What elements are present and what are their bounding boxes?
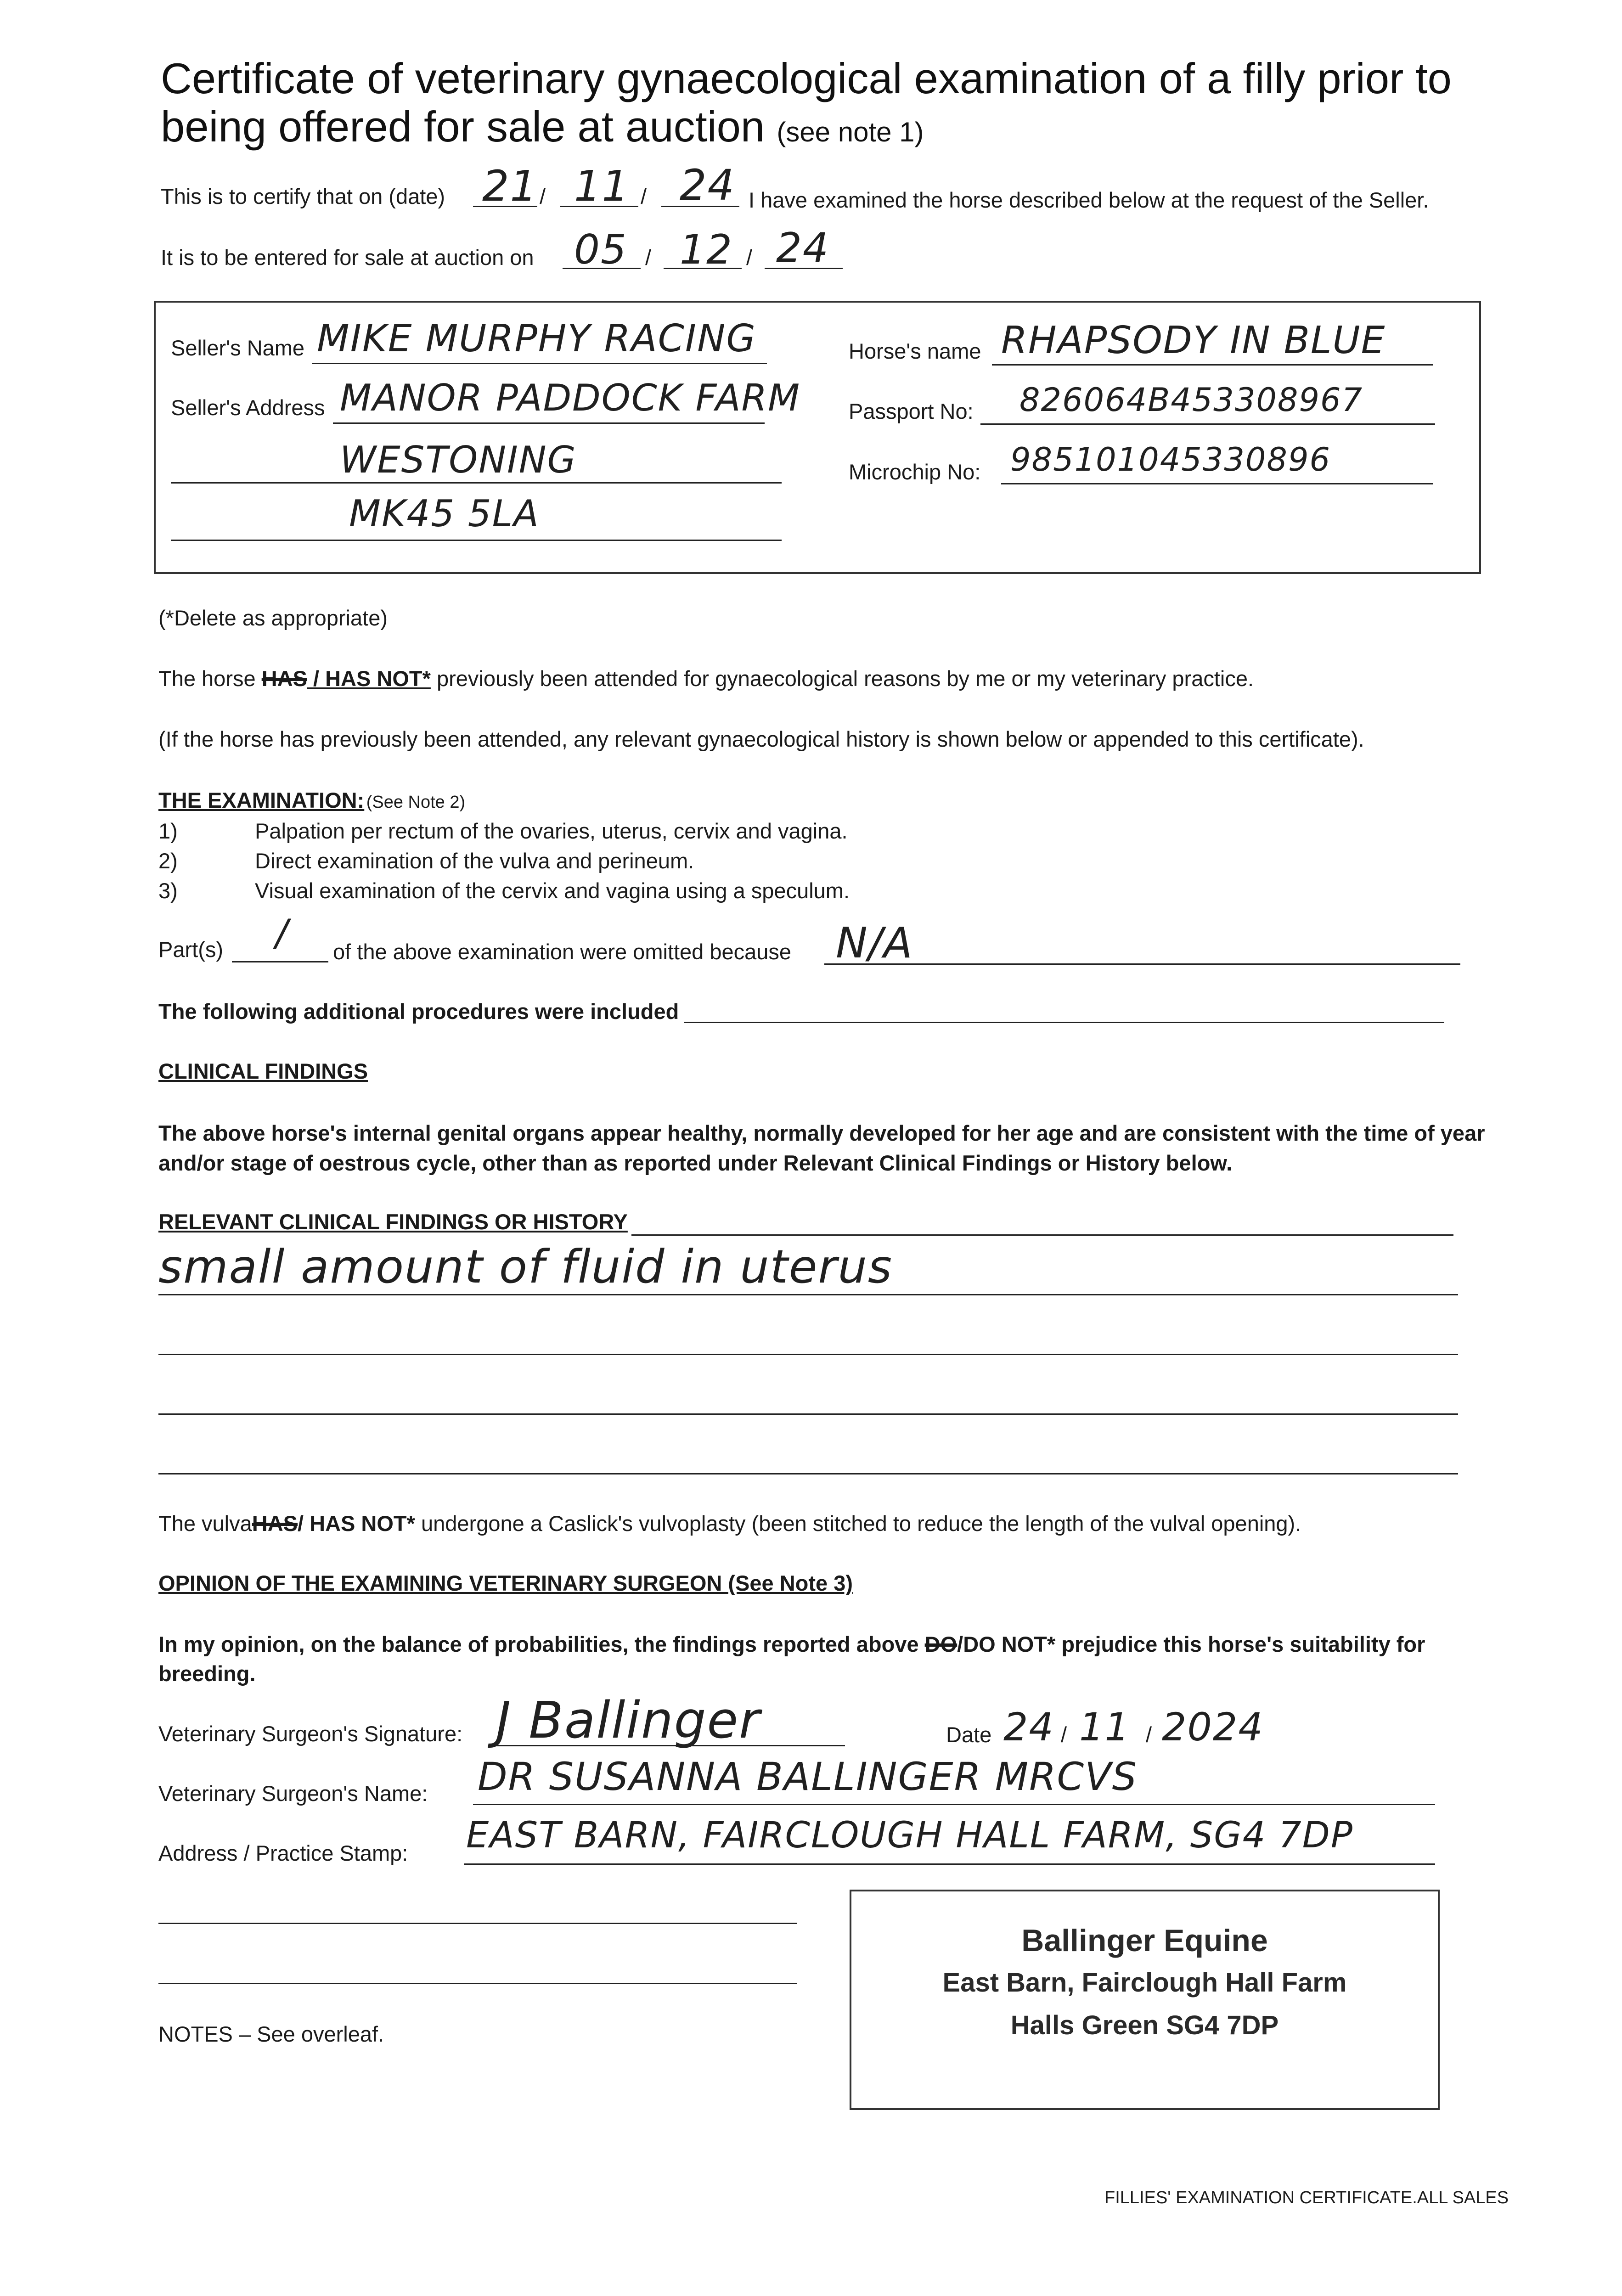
clinical-statement-line-1: The above horse's internal genital organs appear healthy, normally developed for her age and are consistent with the time of year [158,1121,1485,1145]
seller-address-line-2: WESTONING [340,439,577,481]
certify-sep-1: / [540,184,546,208]
examination-item [158,848,694,874]
title-line-1: Certificate of veterinary gynaecological examination of a filly prior to [161,54,1452,102]
auction-prefix: It is to be entered for sale at auction on [161,245,534,270]
seller-name-line [312,363,767,364]
vet-address-line [464,1863,1435,1865]
certify-suffix: I have examined the horse described below at the request of the Seller. [749,188,1429,212]
vet-name-label: Veterinary Surgeon's Name: [158,1781,428,1806]
omitted-prefix: Part(s) [158,937,223,962]
stamp-line-1: Ballinger Equine [1021,1923,1268,1958]
vet-date-month: 11 [1079,1705,1130,1750]
attended-line [158,666,1254,692]
examination-heading [158,788,465,813]
certify-sep-2: / [641,184,647,208]
seller-address-line-2-rule [171,482,782,484]
relevant-finding: small amount of fluid in uterus [158,1240,893,1294]
page-title [161,54,1452,151]
relevant-heading: RELEVANT CLINICAL FINDINGS OR HISTORY [158,1210,628,1234]
relevant-line-2 [158,1354,1458,1355]
seller-name-value: MIKE MURPHY RACING [317,317,756,360]
relevant-line-3 [158,1413,1458,1415]
seller-address-line-1-rule [333,422,765,424]
auction-year-line [765,268,843,269]
horse-name-line [992,364,1433,366]
history-note: (If the horse has previously been attended, any relevant gynaecological history is shown below or appended to this certificate). [158,727,1364,751]
extra-address-line-2 [158,1983,797,1984]
vulva-struck: HAS [252,1511,298,1536]
seller-address-line-1: MANOR PADDOCK FARM [340,377,801,419]
auction-year: 24 [776,224,829,271]
opinion-suffix: prejudice this horse's suitability for [1061,1632,1425,1656]
vulva-suffix: undergone a Caslick's vulvoplasty (been stitched to reduce the length of the vulval opening). [421,1511,1301,1536]
auction-sep-2: / [746,245,753,270]
examination-item-text: Visual examination of the cervix and vagina using a speculum. [255,878,850,903]
vet-date-day: 24 [1003,1705,1054,1750]
passport-value: 826064B453308967 [1019,381,1363,419]
horse-name-value: RHAPSODY IN BLUE [1001,319,1386,362]
certify-day-line [473,206,537,207]
certify-day: 21 [482,162,538,211]
relevant-line-4 [158,1473,1458,1474]
seller-address-line-3-rule [171,540,782,541]
title-line-2 [161,102,1452,151]
vet-date-sep-1: / [1061,1722,1067,1747]
passport-label: Passport No: [849,399,974,423]
seller-address-line-3: MK45 5LA [349,492,540,535]
examination-title: THE EXAMINATION: [158,788,365,812]
footer-label: FILLIES' EXAMINATION CERTIFICATE.ALL SALES [1104,2188,1509,2207]
certify-month: 11 [574,162,630,211]
omitted-reason-value: N/A [836,918,913,968]
microchip-value: 985101045330896 [1010,441,1331,478]
omitted-parts-value: / [276,912,289,954]
certify-month-line [560,206,638,207]
extra-address-line-1 [158,1923,797,1924]
signature-label: Veterinary Surgeon's Signature: [158,1722,463,1746]
examination-item-text: Palpation per rectum of the ovaries, uterus, cervix and vagina. [255,819,848,843]
vet-address-value: EAST BARN, FAIRCLOUGH HALL FARM, SG4 7DP [466,1815,1353,1856]
examination-item [158,878,850,904]
examination-note: (See Note 2) [366,793,466,812]
opinion-struck: DO [924,1632,957,1656]
notes: NOTES – See overleaf. [158,2022,384,2046]
vulva-prefix: The vulva [158,1511,252,1536]
vulva-kept: / HAS NOT* [298,1511,415,1536]
auction-day: 05 [574,226,627,273]
opinion-prefix: In my opinion, on the balance of probabilities, the findings reported above [158,1632,919,1656]
seller-name-label: Seller's Name [171,336,305,360]
attended-suffix: previously been attended for gynaecological reasons by me or my veterinary practice. [436,666,1254,691]
vulva-line [158,1511,1301,1536]
delete-note: (*Delete as appropriate) [158,606,388,630]
auction-month: 12 [680,226,733,273]
examination-item-num: 3) [158,878,178,903]
relevant-heading-line [631,1234,1453,1236]
signature-line [496,1745,845,1746]
examination-item-text: Direct examination of the vulva and perineum. [255,849,694,873]
clinical-statement-line-2: and/or stage of oestrous cycle, other than as reported under Relevant Clinical Findings or History below. [158,1151,1233,1175]
horse-name-label: Horse's name [849,339,981,363]
title-note: (see note 1) [777,117,924,148]
opinion-heading: OPINION OF THE EXAMINING VETERINARY SURGEON (See Note 3) [158,1571,853,1595]
vet-date-label: Date [946,1722,992,1747]
examination-item-num: 1) [158,819,178,843]
examination-item-num: 2) [158,849,178,873]
vet-address-label: Address / Practice Stamp: [158,1841,408,1865]
auction-day-line [563,268,641,269]
attended-struck: HAS [261,666,307,691]
attended-prefix: The horse [158,666,256,691]
seller-address-label: Seller's Address [171,395,325,420]
stamp-line-2: East Barn, Fairclough Hall Farm [942,1968,1347,1998]
vet-date-sep-2: / [1146,1722,1152,1747]
vet-name-line [473,1804,1435,1805]
omitted-parts-line [232,961,328,962]
additional-line [684,1022,1444,1023]
microchip-line [1001,483,1433,484]
title-line-2-text: being offered for sale at auction [161,102,765,151]
vet-name-value: DR SUSANNA BALLINGER MRCVS [478,1754,1138,1799]
additional-label: The following additional procedures were included [158,999,679,1024]
examination-item [158,818,848,844]
omitted-reason-line [824,963,1460,965]
certify-year-line [661,206,739,207]
clinical-heading: CLINICAL FINDINGS [158,1059,368,1083]
signature-value: J Ballinger [496,1691,761,1750]
stamp-line-3: Halls Green SG4 7DP [1010,2010,1279,2040]
certify-year: 24 [680,161,736,210]
practice-stamp [850,1890,1440,2110]
microchip-label: Microchip No: [849,460,981,484]
vet-date-year: 2024 [1162,1705,1264,1750]
attended-kept: / HAS NOT* [307,666,431,691]
passport-line [980,423,1435,425]
auction-sep-1: / [645,245,652,270]
relevant-line-1 [158,1294,1458,1295]
auction-month-line [664,268,742,269]
certify-prefix: This is to certify that on (date) [161,184,445,208]
opinion-line-2: breeding. [158,1661,256,1686]
opinion-kept: /DO NOT* [957,1632,1056,1656]
opinion-line-1 [158,1632,1425,1657]
omitted-middle: of the above examination were omitted because [333,940,792,964]
